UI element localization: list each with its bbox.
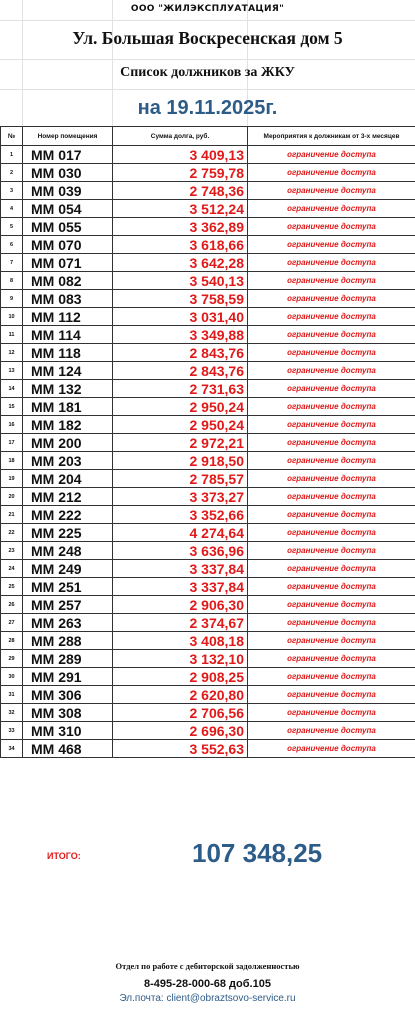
room-number: ММ 291 xyxy=(23,668,113,686)
row-number: 20 xyxy=(1,488,23,506)
debt-measure: ограничение доступа xyxy=(248,488,415,506)
room-number: ММ 225 xyxy=(23,524,113,542)
debt-measure: ограничение доступа xyxy=(248,470,415,488)
debt-amount: 3 409,13 xyxy=(113,146,248,164)
room-number: ММ 017 xyxy=(23,146,113,164)
debt-amount: 3 337,84 xyxy=(113,560,248,578)
room-number: ММ 181 xyxy=(23,398,113,416)
debt-measure: ограничение доступа xyxy=(248,506,415,524)
row-number: 12 xyxy=(1,344,23,362)
row-number: 34 xyxy=(1,740,23,758)
debt-amount: 2 620,80 xyxy=(113,686,248,704)
room-number: ММ 071 xyxy=(23,254,113,272)
debt-measure: ограничение доступа xyxy=(248,164,415,182)
grid-line xyxy=(0,59,415,60)
table-row xyxy=(1,326,415,344)
debt-measure: ограничение доступа xyxy=(248,218,415,236)
grid-line xyxy=(0,89,415,90)
table-row xyxy=(1,236,415,254)
debt-amount: 3 540,13 xyxy=(113,272,248,290)
debt-measure: ограничение доступа xyxy=(248,254,415,272)
column-header-measures: Мероприятия к должникам от 3-х месяцев xyxy=(248,127,415,146)
row-number: 14 xyxy=(1,380,23,398)
debt-amount: 3 642,28 xyxy=(113,254,248,272)
table-row xyxy=(1,434,415,452)
email-label: Эл.почта: xyxy=(119,993,167,1004)
debt-measure: ограничение доступа xyxy=(248,524,415,542)
room-number: ММ 204 xyxy=(23,470,113,488)
row-number: 1 xyxy=(1,146,23,164)
debt-amount: 2 950,24 xyxy=(113,416,248,434)
table-row xyxy=(1,614,415,632)
room-number: ММ 124 xyxy=(23,362,113,380)
debt-measure: ограничение доступа xyxy=(248,326,415,344)
table-row xyxy=(1,668,415,686)
contact-phone: 8-495-28-000-68 доб.105 xyxy=(144,978,271,990)
debtors-table xyxy=(0,126,415,758)
room-number: ММ 212 xyxy=(23,488,113,506)
table-row xyxy=(1,380,415,398)
room-number: ММ 114 xyxy=(23,326,113,344)
room-number: ММ 222 xyxy=(23,506,113,524)
table-row xyxy=(1,470,415,488)
room-number: ММ 070 xyxy=(23,236,113,254)
room-number: ММ 310 xyxy=(23,722,113,740)
debt-measure: ограничение доступа xyxy=(248,632,415,650)
table-row xyxy=(1,704,415,722)
grid-line xyxy=(0,20,415,21)
row-number: 22 xyxy=(1,524,23,542)
table-row xyxy=(1,362,415,380)
document-title: Список должников за ЖКУ xyxy=(120,65,295,80)
debt-measure: ограничение доступа xyxy=(248,452,415,470)
row-number: 11 xyxy=(1,326,23,344)
table-row xyxy=(1,578,415,596)
table-row xyxy=(1,740,415,758)
debt-amount: 2 706,56 xyxy=(113,704,248,722)
row-number: 9 xyxy=(1,290,23,308)
debt-amount: 3 362,89 xyxy=(113,218,248,236)
debt-amount: 2 950,24 xyxy=(113,398,248,416)
debt-measure: ограничение доступа xyxy=(248,560,415,578)
debt-measure: ограничение доступа xyxy=(248,596,415,614)
debt-measure: ограничение доступа xyxy=(248,614,415,632)
room-number: ММ 306 xyxy=(23,686,113,704)
debt-measure: ограничение доступа xyxy=(248,146,415,164)
table-row xyxy=(1,344,415,362)
debt-amount: 2 972,21 xyxy=(113,434,248,452)
room-number: ММ 289 xyxy=(23,650,113,668)
row-number: 18 xyxy=(1,452,23,470)
table-row xyxy=(1,146,415,164)
row-number: 6 xyxy=(1,236,23,254)
row-number: 2 xyxy=(1,164,23,182)
debt-amount: 2 843,76 xyxy=(113,362,248,380)
room-number: ММ 182 xyxy=(23,416,113,434)
table-row xyxy=(1,398,415,416)
debt-measure: ограничение доступа xyxy=(248,704,415,722)
table-row xyxy=(1,542,415,560)
debt-amount: 2 696,30 xyxy=(113,722,248,740)
debt-amount: 3 636,96 xyxy=(113,542,248,560)
room-number: ММ 288 xyxy=(23,632,113,650)
debt-amount: 3 512,24 xyxy=(113,200,248,218)
room-number: ММ 263 xyxy=(23,614,113,632)
table-row xyxy=(1,524,415,542)
room-number: ММ 112 xyxy=(23,308,113,326)
debt-measure: ограничение доступа xyxy=(248,272,415,290)
row-number: 31 xyxy=(1,686,23,704)
total-label: ИТОГО: xyxy=(47,851,81,861)
debt-amount: 3 132,10 xyxy=(113,650,248,668)
email-link[interactable]: client@obraztsovo-service.ru xyxy=(166,993,296,1004)
row-number: 16 xyxy=(1,416,23,434)
debt-amount: 2 374,67 xyxy=(113,614,248,632)
table-row xyxy=(1,290,415,308)
debt-amount: 2 731,63 xyxy=(113,380,248,398)
debt-measure: ограничение доступа xyxy=(248,434,415,452)
room-number: ММ 468 xyxy=(23,740,113,758)
row-number: 8 xyxy=(1,272,23,290)
room-number: ММ 248 xyxy=(23,542,113,560)
debt-amount: 3 552,63 xyxy=(113,740,248,758)
row-number: 27 xyxy=(1,614,23,632)
room-number: ММ 054 xyxy=(23,200,113,218)
debt-measure: ограничение доступа xyxy=(248,308,415,326)
debt-measure: ограничение доступа xyxy=(248,740,415,758)
row-number: 13 xyxy=(1,362,23,380)
report-date: на 19.11.2025г. xyxy=(137,97,278,119)
department-name: Отдел по работе с дебиторской задолженностью xyxy=(115,961,300,971)
row-number: 24 xyxy=(1,560,23,578)
table-row xyxy=(1,506,415,524)
room-number: ММ 257 xyxy=(23,596,113,614)
debt-measure: ограничение доступа xyxy=(248,362,415,380)
table-row xyxy=(1,164,415,182)
debt-measure: ограничение доступа xyxy=(248,650,415,668)
debt-measure: ограничение доступа xyxy=(248,290,415,308)
row-number: 33 xyxy=(1,722,23,740)
debt-amount: 3 349,88 xyxy=(113,326,248,344)
room-number: ММ 308 xyxy=(23,704,113,722)
debt-amount: 3 373,27 xyxy=(113,488,248,506)
room-number: ММ 132 xyxy=(23,380,113,398)
debt-measure: ограничение доступа xyxy=(248,236,415,254)
table-row xyxy=(1,200,415,218)
room-number: ММ 082 xyxy=(23,272,113,290)
table-row xyxy=(1,686,415,704)
debt-amount: 3 758,59 xyxy=(113,290,248,308)
debt-measure: ограничение доступа xyxy=(248,722,415,740)
column-header-number: № xyxy=(1,127,23,146)
debt-measure: ограничение доступа xyxy=(248,398,415,416)
row-number: 3 xyxy=(1,182,23,200)
debt-amount: 3 352,66 xyxy=(113,506,248,524)
table-row xyxy=(1,722,415,740)
row-number: 17 xyxy=(1,434,23,452)
room-number: ММ 251 xyxy=(23,578,113,596)
debt-measure: ограничение доступа xyxy=(248,200,415,218)
debt-amount: 2 759,78 xyxy=(113,164,248,182)
table-row xyxy=(1,416,415,434)
debt-amount: 2 748,36 xyxy=(113,182,248,200)
row-number: 15 xyxy=(1,398,23,416)
contact-email-line xyxy=(0,993,415,1004)
row-number: 25 xyxy=(1,578,23,596)
row-number: 19 xyxy=(1,470,23,488)
column-header-amount: Сумма долга, руб. xyxy=(113,127,248,146)
debt-amount: 2 908,25 xyxy=(113,668,248,686)
debt-measure: ограничение доступа xyxy=(248,542,415,560)
row-number: 28 xyxy=(1,632,23,650)
table-row xyxy=(1,308,415,326)
table-row xyxy=(1,488,415,506)
room-number: ММ 083 xyxy=(23,290,113,308)
table-row xyxy=(1,650,415,668)
debt-amount: 3 618,66 xyxy=(113,236,248,254)
debt-amount: 3 337,84 xyxy=(113,578,248,596)
row-number: 30 xyxy=(1,668,23,686)
debt-measure: ограничение доступа xyxy=(248,182,415,200)
row-number: 21 xyxy=(1,506,23,524)
row-number: 5 xyxy=(1,218,23,236)
debt-measure: ограничение доступа xyxy=(248,416,415,434)
room-number: ММ 249 xyxy=(23,560,113,578)
table-row xyxy=(1,560,415,578)
table-row xyxy=(1,272,415,290)
company-name: ООО "ЖИЛЭКСПЛУАТАЦИЯ" xyxy=(130,4,285,14)
row-number: 10 xyxy=(1,308,23,326)
debt-amount: 2 785,57 xyxy=(113,470,248,488)
room-number: ММ 039 xyxy=(23,182,113,200)
table-row xyxy=(1,596,415,614)
debt-amount: 3 408,18 xyxy=(113,632,248,650)
row-number: 4 xyxy=(1,200,23,218)
debt-amount: 3 031,40 xyxy=(113,308,248,326)
row-number: 7 xyxy=(1,254,23,272)
building-address: Ул. Большая Воскресенская дом 5 xyxy=(72,28,343,48)
table-row xyxy=(1,452,415,470)
debt-measure: ограничение доступа xyxy=(248,578,415,596)
debt-amount: 2 843,76 xyxy=(113,344,248,362)
column-header-room: Номер помещения xyxy=(23,127,113,146)
room-number: ММ 055 xyxy=(23,218,113,236)
room-number: ММ 030 xyxy=(23,164,113,182)
room-number: ММ 200 xyxy=(23,434,113,452)
debt-measure: ограничение доступа xyxy=(248,668,415,686)
table-header-row xyxy=(1,127,415,146)
table-row xyxy=(1,182,415,200)
debt-measure: ограничение доступа xyxy=(248,380,415,398)
table-row xyxy=(1,218,415,236)
debt-measure: ограничение доступа xyxy=(248,344,415,362)
total-value: 107 348,25 xyxy=(192,838,323,868)
row-number: 23 xyxy=(1,542,23,560)
debt-amount: 2 906,30 xyxy=(113,596,248,614)
table-row xyxy=(1,254,415,272)
debt-amount: 2 918,50 xyxy=(113,452,248,470)
debt-measure: ограничение доступа xyxy=(248,686,415,704)
room-number: ММ 118 xyxy=(23,344,113,362)
room-number: ММ 203 xyxy=(23,452,113,470)
debt-amount: 4 274,64 xyxy=(113,524,248,542)
row-number: 26 xyxy=(1,596,23,614)
table-row xyxy=(1,632,415,650)
row-number: 29 xyxy=(1,650,23,668)
row-number: 32 xyxy=(1,704,23,722)
